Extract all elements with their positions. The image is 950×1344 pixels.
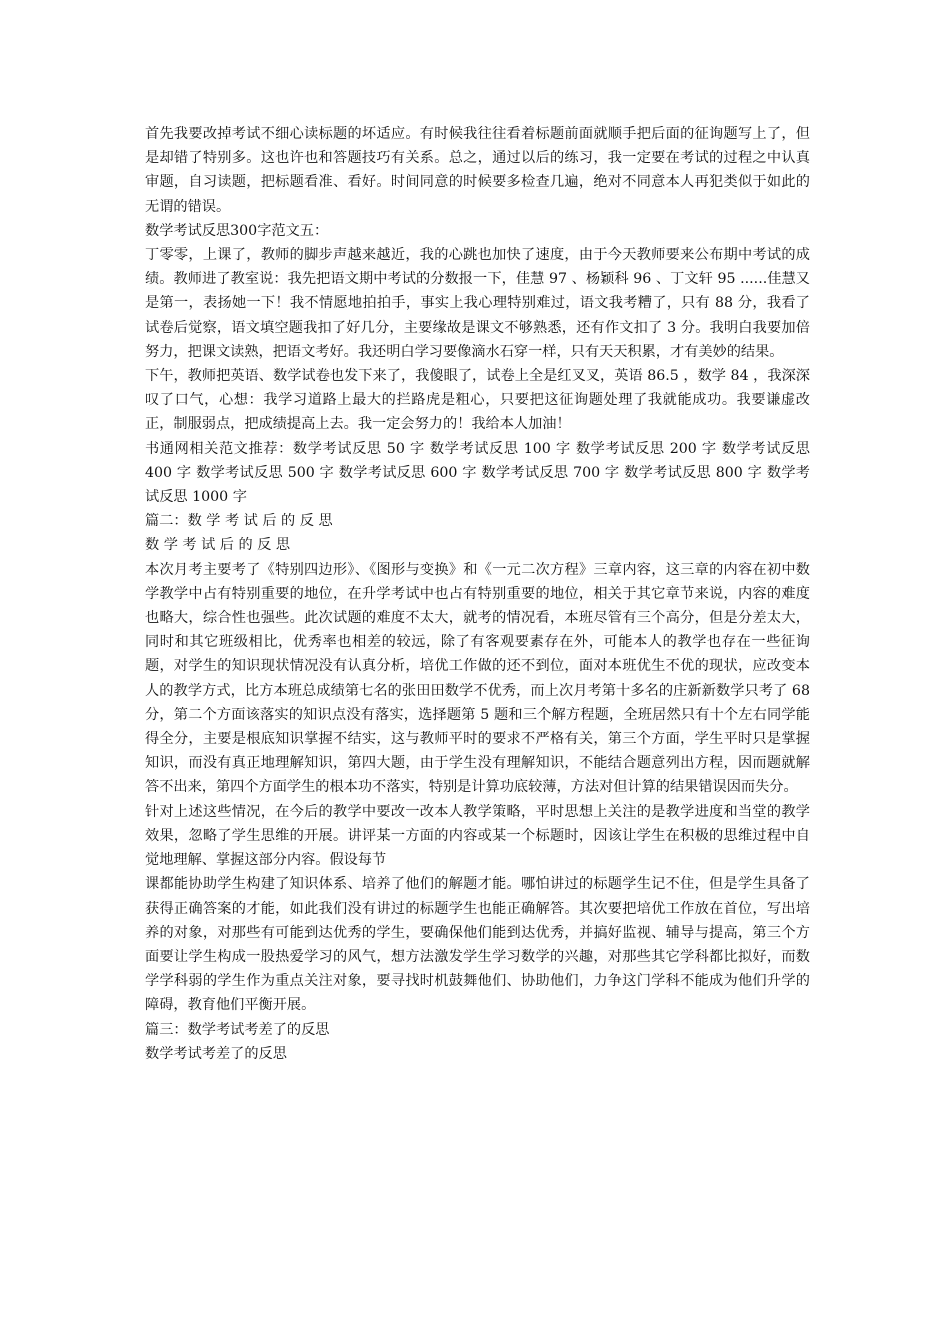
- paragraph-intro: 首先我要改掉考试不细心读标题的坏适应。有时候我往往看着标题前面就顺手把后面的征询题写上了，但是却错了特别多。这也许也和答题技巧有关系。总之，通过以后的练习，我一定要在考试的过程之中认真审题，自习读题，把标题看准、看好。时间同意的时候要多检查几遍，绝对不同意本人再犯类似于如此的无谓的错误。: [145, 126, 810, 215]
- chapter-two-heading: 篇二：数 学 考 试 后 的 反 思: [145, 513, 333, 530]
- paragraph-recommendations: 书通网相关范文推荐：数学考试反思 50 字 数学考试反思 100 字 数学考试反思 200 字 数学考试反思 400 字 数学考试反思 500 字 数学考试反思 600 字 数学考试反思 700 字 数学考试反思 800 字 数学考试反思 1000 字: [145, 440, 810, 506]
- paragraph-chapter-two-3: 课都能协助学生构建了知识体系、培养了他们的解题才能。哪怕讲过的标题学生记不住，但是学生具备了获得正确答案的才能，如此我们没有讲过的标题学生也能正确解答。其次要把培优工作放在首位，写出培养的对象，对那些有可能到达优秀的学生，要确保他们能到达优秀，并搞好监视、辅导与提高，第三个方面要让学生构成一股热爱学习的风气，想方法激发学生学习数学的兴趣，对那些其它学科都比拟好，而数学学科弱的学生作为重点关注对象，要寻找时机鼓舞他们、协助他们，力争这门学科不能成为他们升学的障碍，教育他们平衡开展。: [145, 876, 810, 1014]
- document-body: [145, 122, 810, 1066]
- paragraph-chapter-two-2: 针对上述这些情况，在今后的教学中要改一改本人教学策略，平时思想上关注的是教学进度和当堂的教学效果，忽略了学生思维的开展。讲评某一方面的内容或某一个标题时，因该让学生在积极的思维过程中自觉地理解、掌握这部分内容。假设每节: [145, 803, 810, 869]
- section-title-essay-five: 数学考试反思300字范文五：: [145, 222, 329, 239]
- paragraph-essay-five-2: 下午，教师把英语、数学试卷也发下来了，我傻眼了，试卷上全是红叉叉，英语 86.5 ，数学 84 ，我深深叹了口气，心想：我学习道路上最大的拦路虎是粗心，只要把这征询题处理了我就能成功。我要谦虚改正，制服弱点，把成绩提高上去。我一定会努力的！我给本人加油！: [145, 368, 810, 433]
- chapter-three-heading: 篇三：数学考试考差了的反思: [145, 1021, 330, 1038]
- chapter-three-title: 数学考试考差了的反思: [145, 1045, 287, 1062]
- chapter-two-title: 数 学 考 试 后 的 反 思: [145, 537, 291, 554]
- paragraph-chapter-two-1: 本次月考主要考了《特别四边形》、《图形与变换》和《一元二次方程》三章内容，这三章的内容在初中数学教学中占有特别重要的地位，在升学考试中也占有特别重要的地位，相关于其它章节来说，内容的难度也略大，综合性也强些。此次试题的难度不太大，就考的情况看，本班尽管有三个高分，但是分差太大，同时和其它班级相比，优秀率也相差的较远，除了有客观要素存在外，可能本人的教学也存在一些征询题，对学生的知识现状情况没有认真分析，培优工作做的还不到位，面对本班优生不优的现状，应改变本人的教学方式，比方本班总成绩第七名的张田田数学不优秀，而上次月考第十多名的庄新新数学只考了 68 分，第二个方面该落实的知识点没有落实，选择题第 5 题和三个解方程题，全班居然只有十个左右同学能得全分，主要是根底知识掌握不结实，这与教师平时的要求不严格有关，第三个方面，学生平时只是掌握知识，而没有真正地理解知识，第四大题，由于学生没有理解知识，不能结合题意列出方程，因而题就解答不出来，第四个方面学生的根本功不落实，特别是计算功底较薄，方法对但计算的结果错误因而失分。: [145, 561, 810, 796]
- paragraph-essay-five-1: 丁零零，上课了，教师的脚步声越来越近，我的心跳也加快了速度，由于今天教师要来公布期中考试的成绩。教师进了教室说：我先把语文期中考试的分数报一下，佳慧 97 、杨颖科 96 、丁文轩 95 ......佳慧又是第一，表扬她一下！我不情愿地拍拍手，事实上我心理特别难过，语文我考糟了，只有 88 分，我看了试卷后觉察，语文填空题我扣了好几分，主要缘故是课文不够熟悉，还有作文扣了 3 分。我明白我要加倍努力，把课文读熟，把语文考好。我还明白学习要像滴水石穿一样，只有天天积累，才有美妙的结果。: [145, 247, 810, 360]
